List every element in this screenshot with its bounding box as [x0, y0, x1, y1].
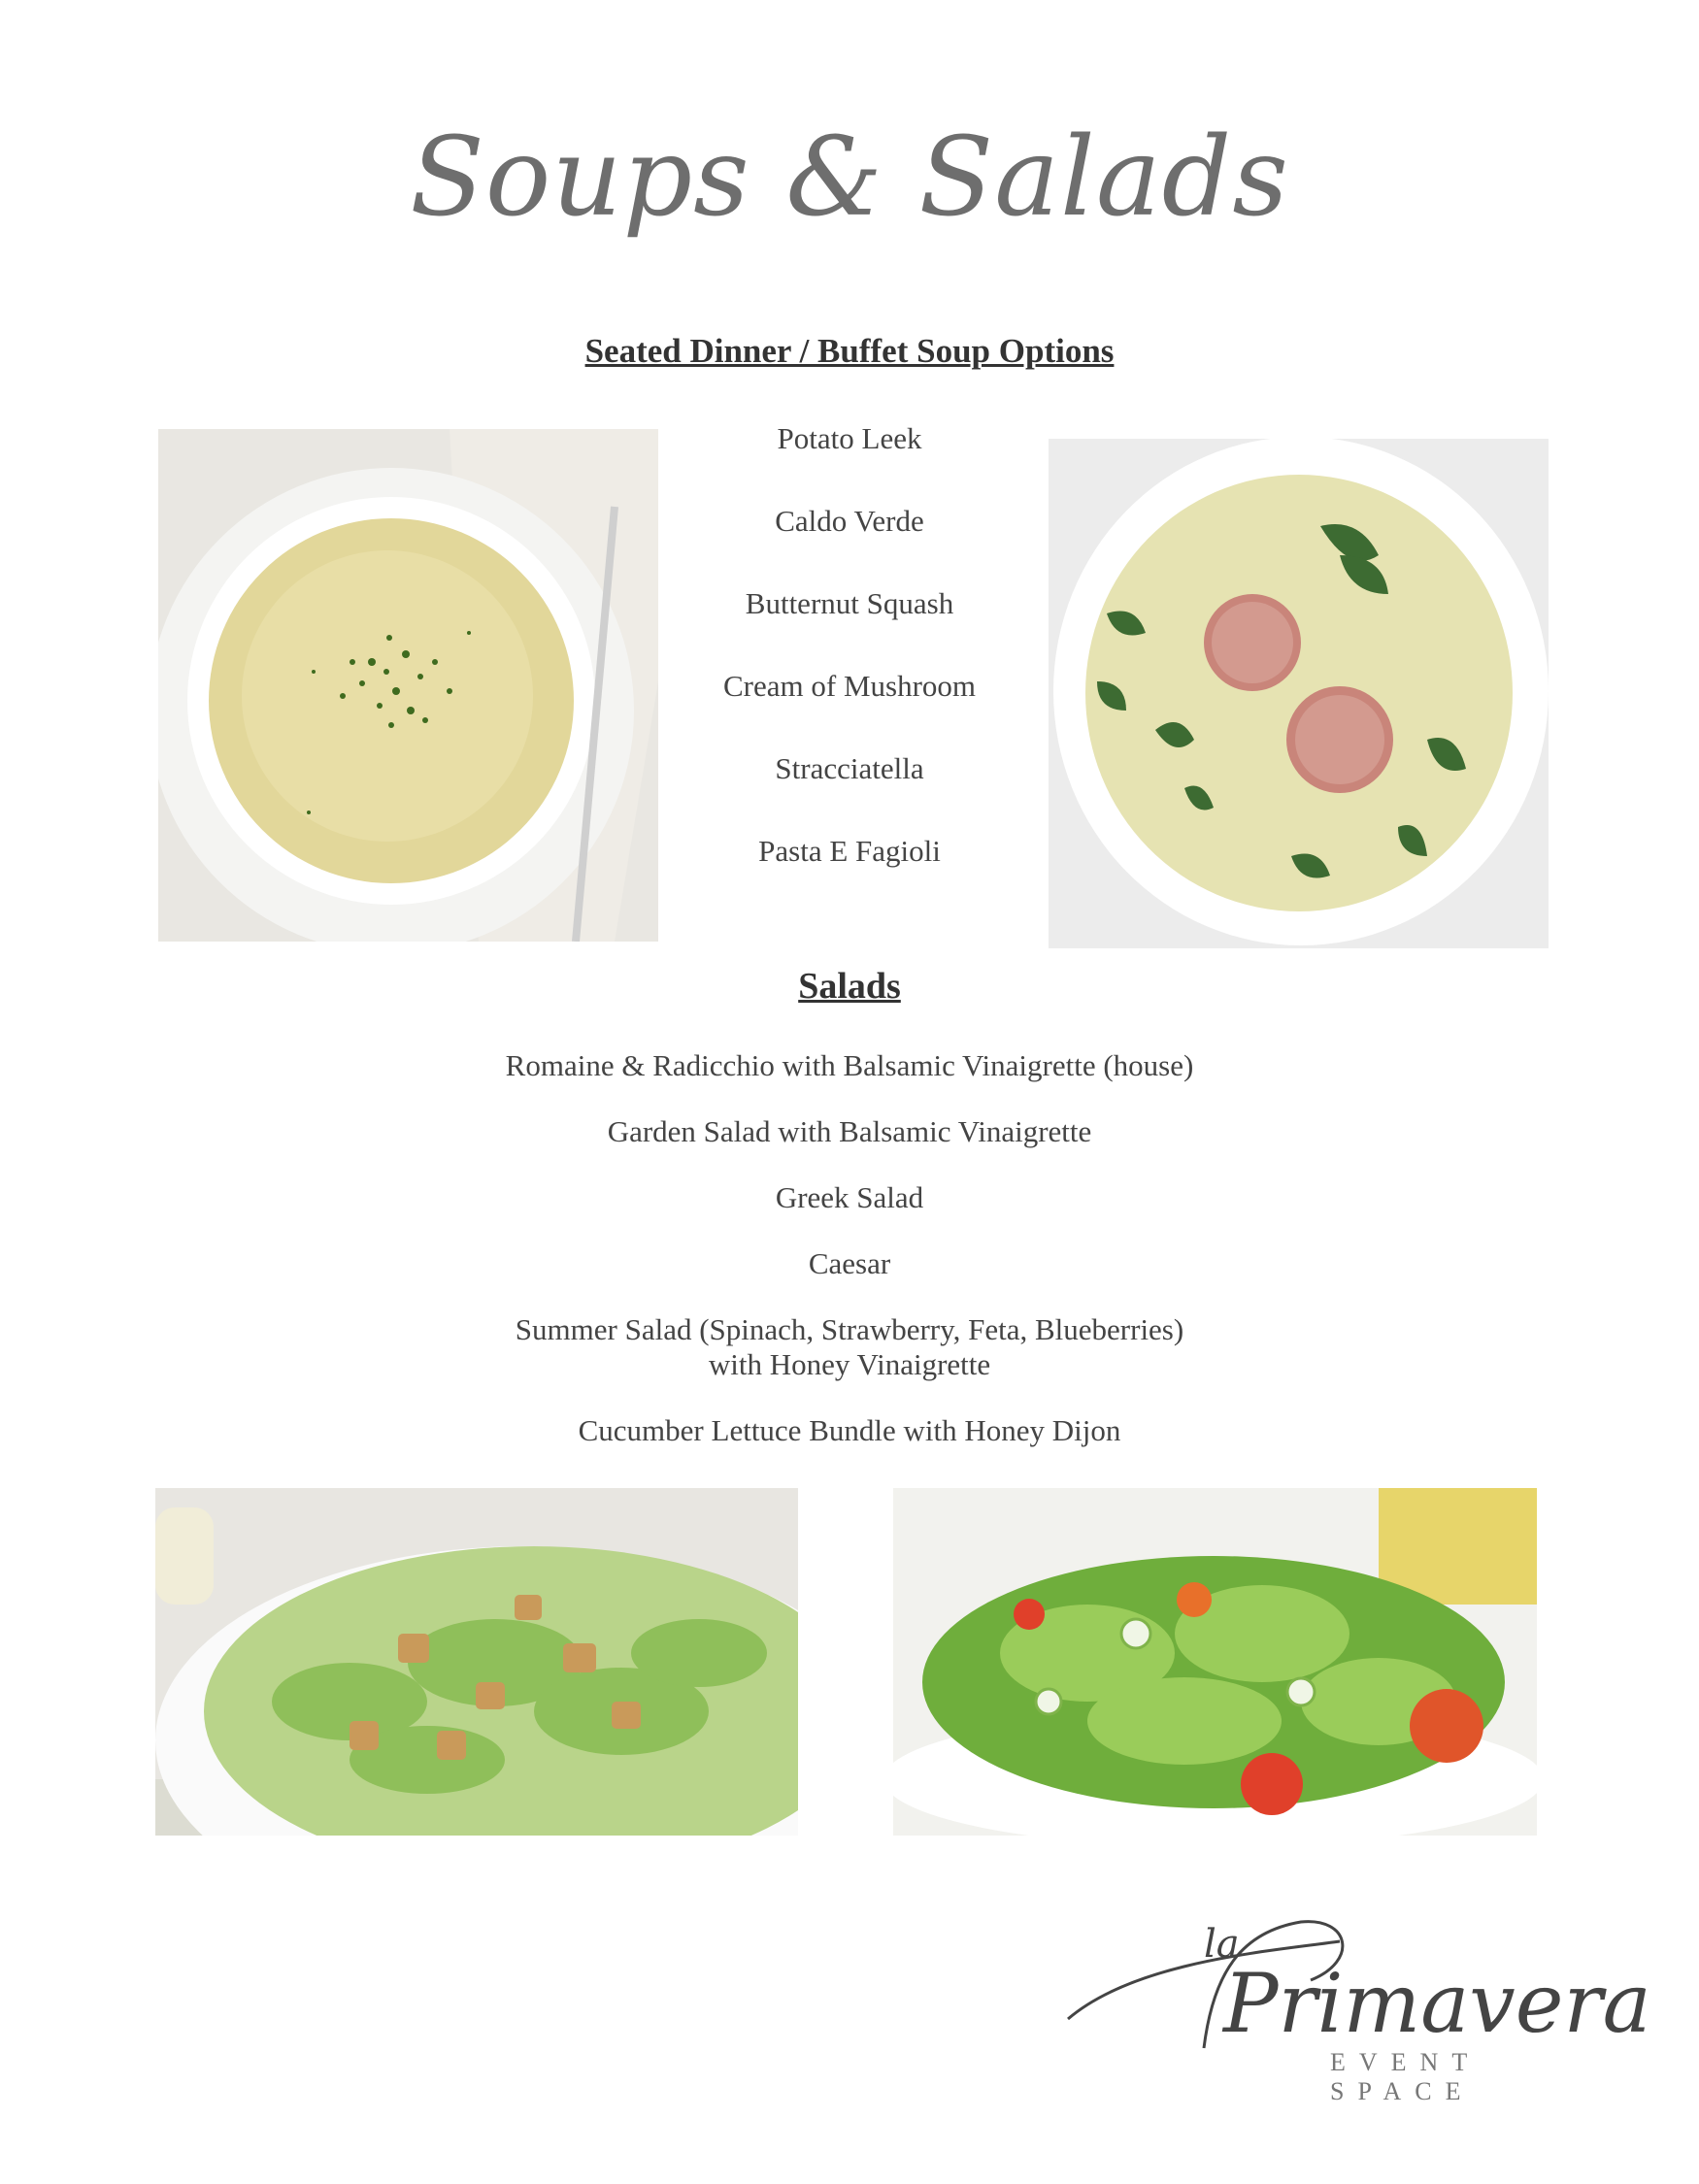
salad-item-line: Summer Salad (Spinach, Strawberry, Feta, Blueberries) — [515, 1312, 1184, 1346]
salad-item-line: Cucumber Lettuce Bundle with Honey Dijon — [578, 1413, 1121, 1447]
salad-item — [194, 1180, 1505, 1215]
salad-item-line: Caesar — [808, 1246, 891, 1280]
soup-item: Cream of Mushroom — [722, 669, 977, 703]
caesar-salad-photo — [155, 1488, 798, 1836]
soup-item: Butternut Squash — [745, 586, 954, 620]
salad-item-line: Greek Salad — [775, 1180, 924, 1214]
soup-item: Pasta E Fagioli — [758, 834, 941, 868]
soup-item: Caldo Verde — [775, 504, 924, 538]
logo-primavera-text: Primavera — [1223, 1956, 1651, 2051]
salad-item-line: Romaine & Radicchio with Balsamic Vinaigrette (house) — [505, 1048, 1194, 1082]
soup-item: Potato Leek — [777, 421, 922, 455]
salads-heading: Salads — [798, 966, 901, 1007]
salad-item — [194, 1114, 1505, 1149]
caldo-verde-soup-photo — [1049, 439, 1549, 948]
logo-subtitle-text: EVENT SPACE — [1330, 2048, 1481, 2105]
potato-leek-soup-photo — [158, 429, 658, 942]
page-title: Soups & Salads — [410, 115, 1289, 241]
salad-item-line: Garden Salad with Balsamic Vinaigrette — [607, 1114, 1092, 1148]
garden-salad-photo — [893, 1488, 1537, 1836]
soup-options-heading: Seated Dinner / Buffet Soup Options — [584, 332, 1115, 370]
salad-item — [194, 1048, 1505, 1083]
salad-item-line: with Honey Vinaigrette — [708, 1347, 991, 1381]
logo-la-text: la — [1204, 1922, 1240, 1967]
salad-list — [194, 1048, 1505, 1479]
salad-item — [194, 1312, 1505, 1382]
salad-item — [194, 1246, 1505, 1281]
salad-item — [194, 1413, 1505, 1448]
soup-list — [680, 419, 1019, 914]
soup-item: Stracciatella — [775, 751, 924, 785]
la-primavera-logo — [1058, 1903, 1651, 2105]
